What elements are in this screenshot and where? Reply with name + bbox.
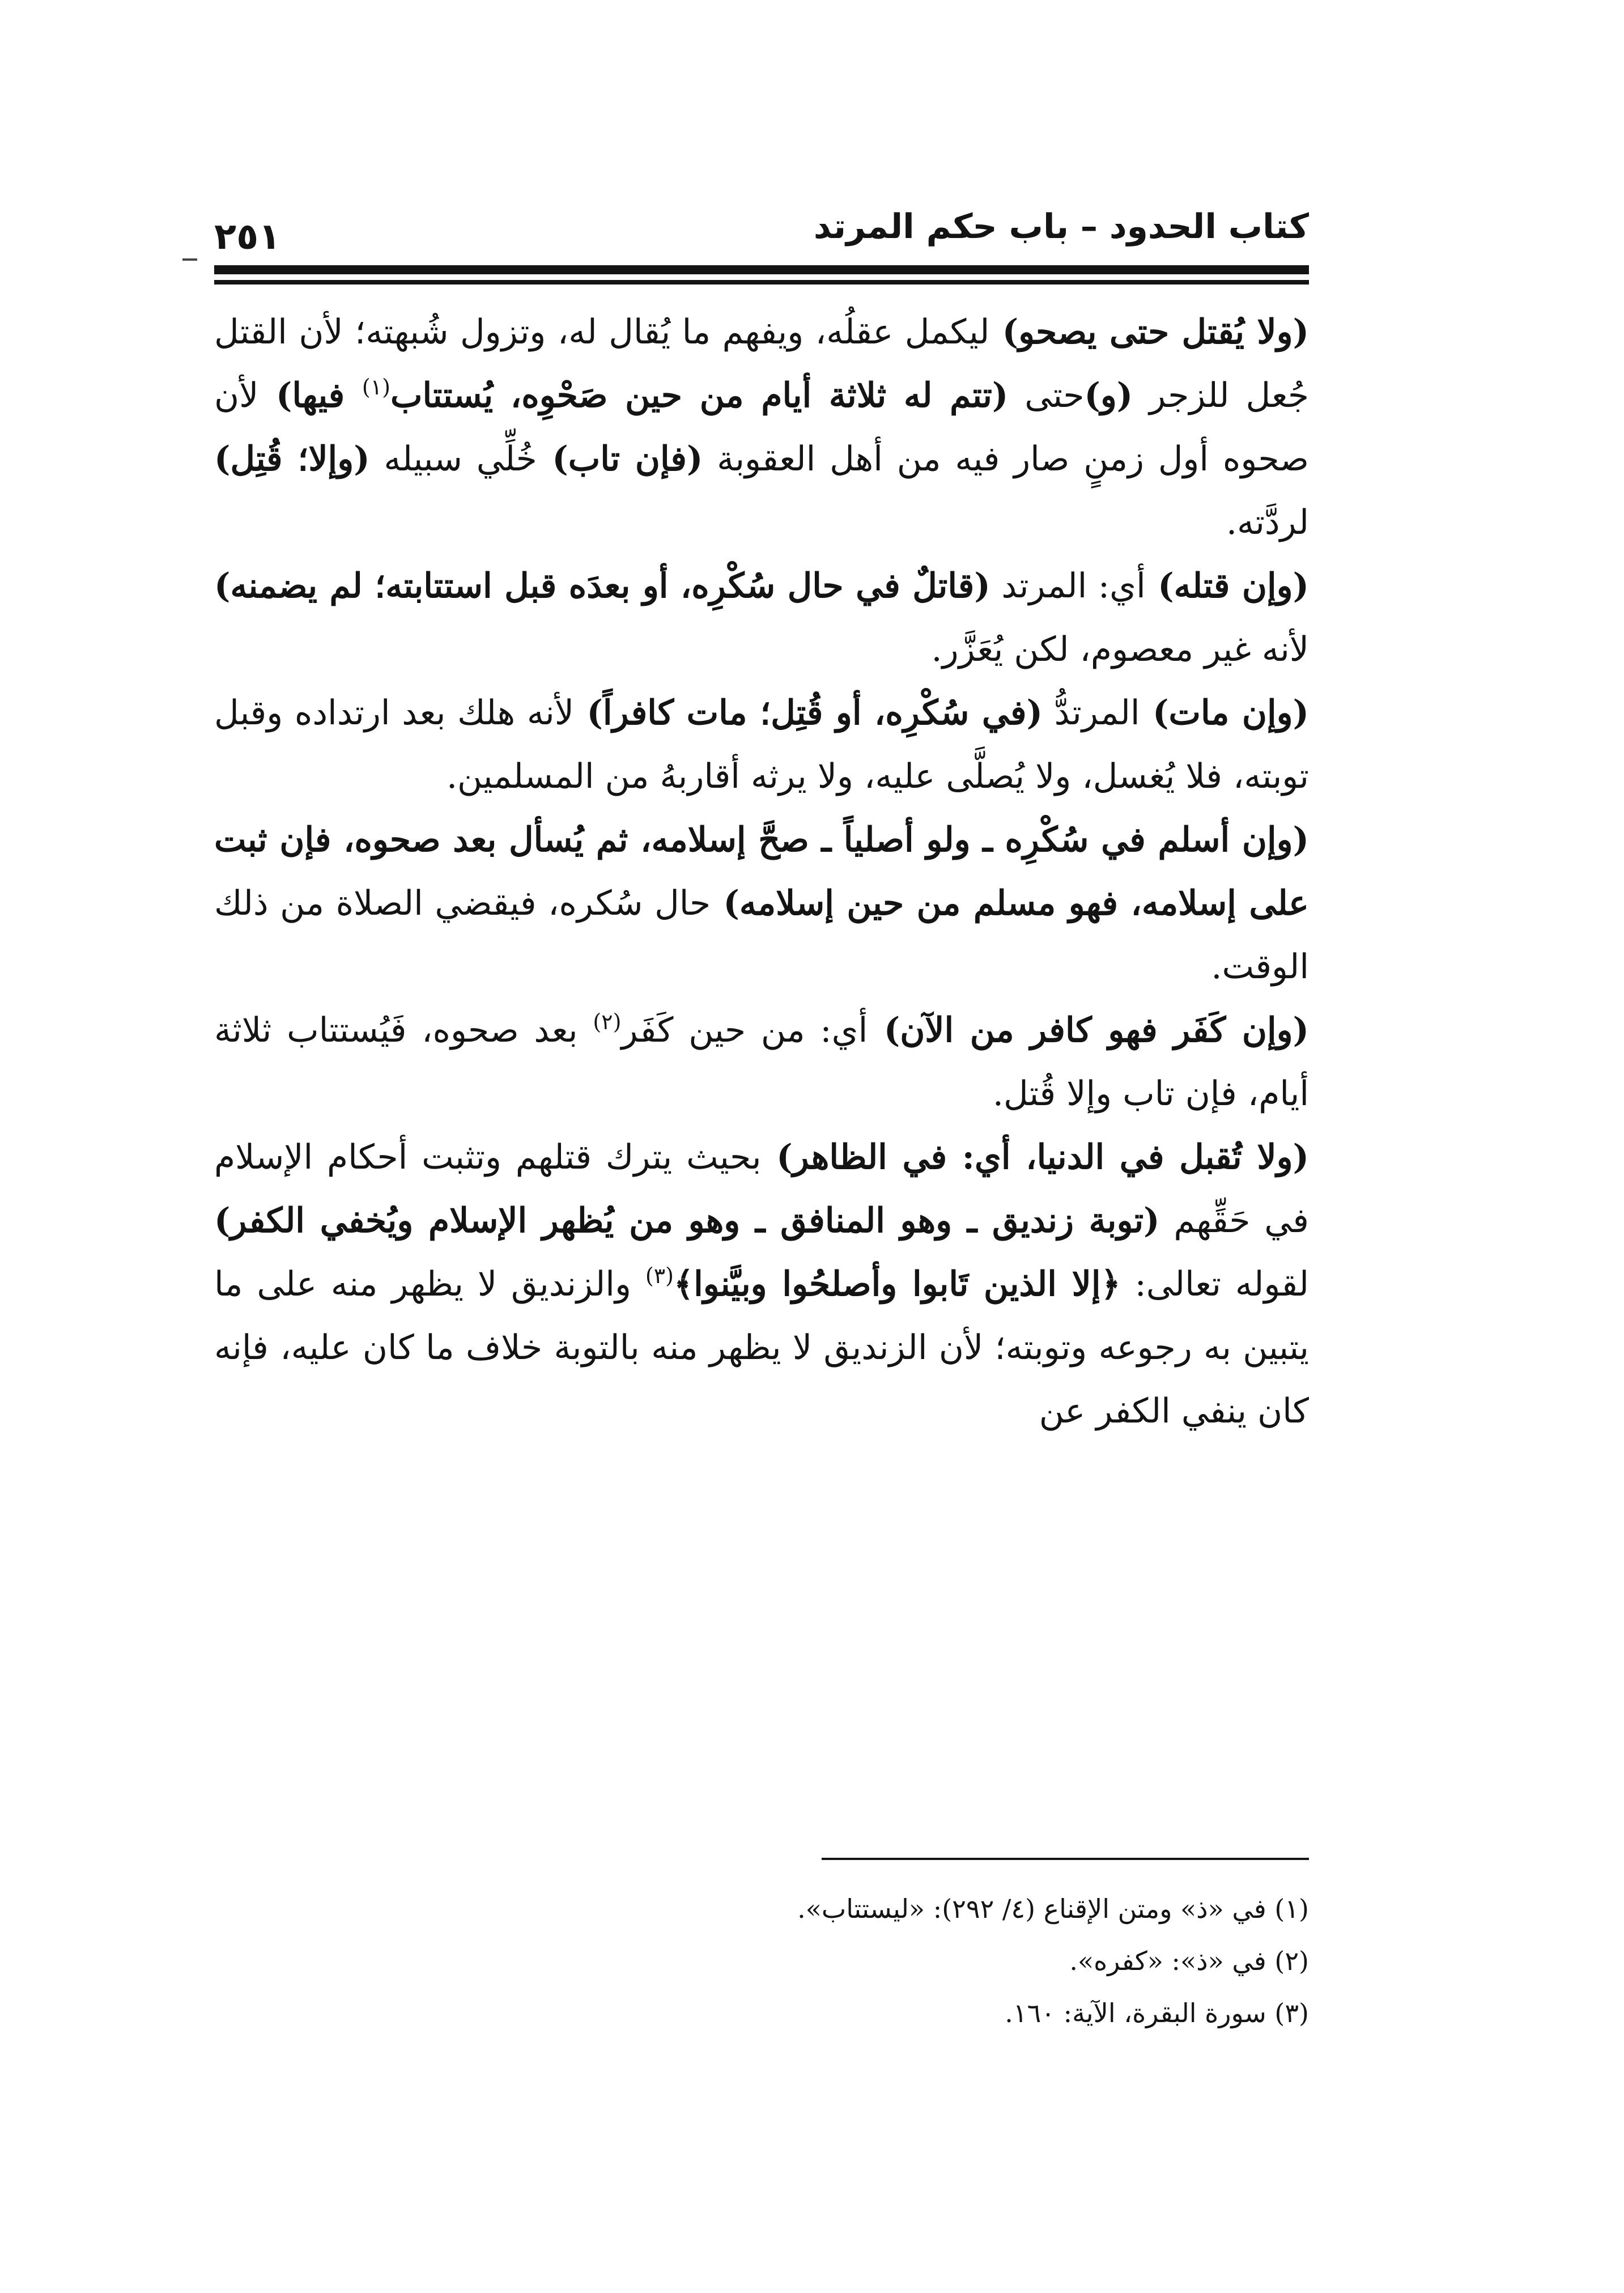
page-header — [214, 193, 1309, 272]
sharh-text: أي: من حين كَفَر — [621, 1010, 868, 1050]
sharh-text: حال سُكره، فيقضي الصلاة من ذلك الوقت. — [214, 884, 1309, 987]
matn-text: (وإن أسلم في سُكْرِه ـ ولو أصلياً ـ صحَّ إسلامه، ثم يُسأل بعد صحوه، فإن ثبت على إسلامه، فهو مسلم من حين إسلامه) — [214, 820, 1309, 923]
header-mark — [182, 258, 197, 261]
footnote: (١) في «ذ» ومتن الإقناع (٤/ ٢٩٢): «ليستتاب». — [797, 1893, 1309, 1924]
footnote-marker: (٢) — [593, 1009, 622, 1034]
matn-text: (في سُكْرِه، أو قُتِل؛ مات كافراً) — [573, 693, 1043, 733]
footnotes — [214, 1883, 1309, 2039]
sharh-text: لأن صحوه أول زمنٍ صار فيه من أهل العقوبة — [214, 376, 1309, 479]
matn-text: (ولا يُقتل حتى يصحو) — [989, 312, 1309, 352]
page-number: ٢٥١ — [214, 216, 281, 258]
matn-text: فيها) — [258, 376, 362, 415]
sharh-text: أي: المرتد — [990, 566, 1146, 606]
sharh-text: خُلِّي سبيله — [369, 439, 537, 479]
sharh-text: المرتدُّ — [1042, 693, 1140, 733]
footnote-marker: (٣) — [645, 1263, 674, 1288]
matn-text: (تتم له ثلاثة أيام من حين صَحْوِه، يُستتاب — [390, 376, 1009, 415]
matn-text: (وإن مات) — [1140, 693, 1310, 733]
matn-text: ﴿إلا الذين تَابوا وأصلحُوا وبيَّنوا﴾ — [673, 1264, 1121, 1304]
header-rule-thick — [214, 265, 1309, 274]
matn-text: (قاتلٌ في حال سُكْرِه، أو بعدَه قبل استتابته؛ لم يضمنه) — [214, 566, 990, 606]
sharh-text: ليكمل عقلُه، ويفهم ما يُقال له، وتزول شُبهته؛ لأن القتل جُعل للزجر — [214, 312, 1309, 415]
sharh-text: بحيث يترك قتلهم وتثبت أحكام الإسلام في حَقِّهم — [214, 1137, 1309, 1241]
body-text — [214, 300, 1309, 1443]
sharh-text: لردَّته. — [1226, 503, 1309, 542]
matn-text: (وإن كَفَر فهو كافر من الآن) — [868, 1010, 1309, 1050]
paragraph — [214, 300, 1309, 554]
sharh-text: لقوله تعالى: — [1120, 1264, 1309, 1304]
matn-text: (وإن قتله) — [1145, 566, 1309, 606]
matn-text: (فإن تاب) — [537, 439, 703, 479]
matn-text: (وإلا؛ قُتِل) — [214, 439, 370, 479]
running-title: كتاب الحدود – باب حكم المرتد — [813, 207, 1309, 247]
matn-text: (و) — [1084, 376, 1133, 415]
header-rule-thin — [214, 280, 1309, 284]
sharh-text: بعد صحوه، فَيُستتاب ثلاثة أيام، فإن تاب وإلا قُتل. — [214, 1010, 1309, 1114]
sharh-text: والزنديق لا يظهر منه على ما يتبين به رجوعه وتوبته؛ لأن الزنديق لا يظهر منه بالتوبة خلاف ما كان عليه، فإنه كان ينفي الكفر عن — [214, 1264, 1309, 1431]
paragraph — [214, 1126, 1309, 1443]
paragraph — [214, 681, 1309, 808]
paragraph — [214, 808, 1309, 999]
paragraph — [214, 999, 1309, 1126]
footnote: (٢) في «ذ»: «كفره». — [1069, 1946, 1309, 1976]
footnote-marker: (١) — [362, 375, 390, 400]
paragraph — [214, 554, 1309, 681]
sharh-text: لأنه غير معصوم، لكن يُعَزَّر. — [931, 630, 1309, 669]
footnote-separator — [822, 1858, 1309, 1860]
sharh-text: لأنه هلك بعد ارتداده وقبل توبته، فلا يُغسل، ولا يُصلَّى عليه، ولا يرثه أقاربهُ من المسلمين. — [214, 693, 1309, 796]
sharh-text: حتى — [1008, 376, 1085, 415]
footnote: (٣) سورة البقرة، الآية: ١٦٠. — [1005, 1998, 1309, 2028]
matn-text: (توبة زنديق ـ وهو المنافق ـ وهو من يُظهر الإسلام ويُخفي الكفر) — [214, 1201, 1160, 1241]
matn-text: (ولا تُقبل في الدنيا، أي: في الظاهر) — [761, 1137, 1309, 1177]
